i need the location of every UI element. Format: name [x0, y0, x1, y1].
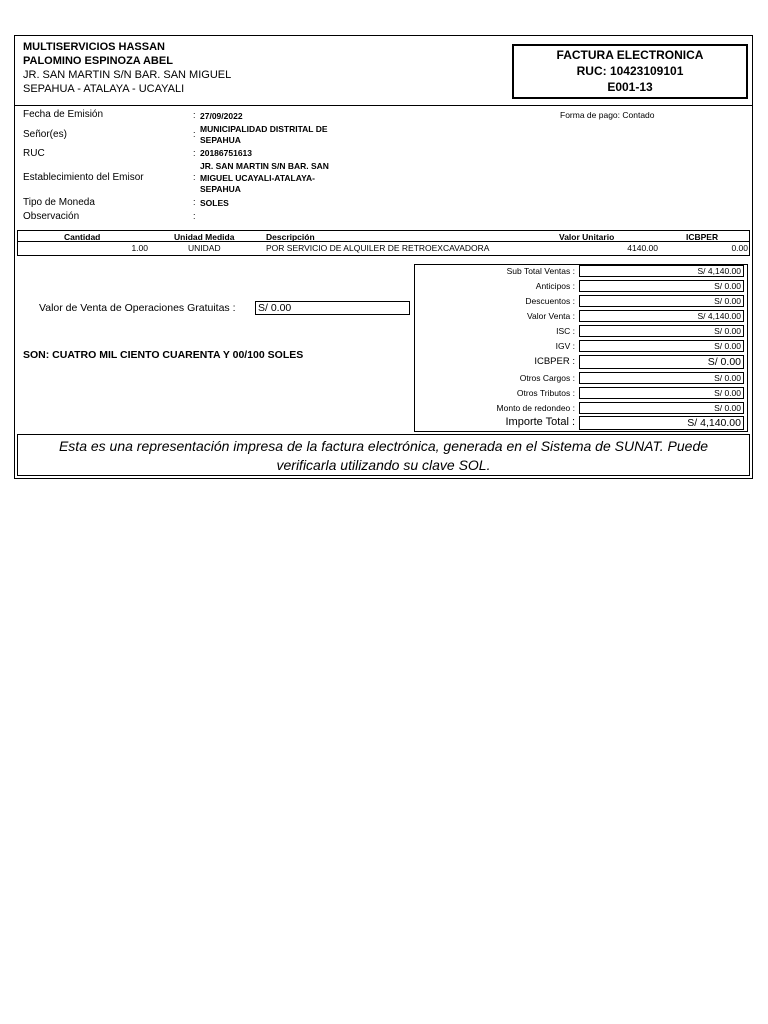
ruc-label: RUC: [23, 148, 45, 159]
colon: :: [193, 110, 196, 120]
establecimiento-line1: JR. SAN MARTIN S/N BAR. SAN: [200, 161, 329, 171]
header-unidad: Unidad Medida: [174, 232, 235, 242]
total-value: S/ 0.00: [579, 280, 744, 292]
total-label: Monto de redondeo :: [496, 403, 575, 413]
total-value: S/ 0.00: [579, 402, 744, 414]
total-value: S/ 4,140.00: [579, 265, 744, 277]
sunat-note-line1: Esta es una representación impresa de la factura electrónica, generada en el Sistema de SUNAT. Puede: [58, 438, 709, 454]
document-ruc: RUC: 10423109101: [576, 64, 684, 78]
total-label: Otros Cargos :: [519, 373, 575, 383]
total-row-subtotal: [415, 265, 747, 279]
forma-pago: Forma de pago: Contado: [560, 110, 655, 120]
fecha-label: Fecha de Emisión: [23, 109, 104, 120]
colon: :: [193, 148, 196, 158]
moneda-value: SOLES: [200, 198, 229, 208]
gratuitas-label: Valor de Venta de Operaciones Gratuitas :: [39, 302, 236, 314]
totals-box: [414, 264, 748, 432]
total-row-otros-tributos: [415, 387, 747, 401]
cell-valor-unitario: 4140.00: [627, 243, 658, 253]
cell-cantidad: 1.00: [131, 243, 148, 253]
cell-descripcion: POR SERVICIO DE ALQUILER DE RETROEXCAVADORA: [266, 243, 490, 253]
sunat-note-line2: verificarla utilizando su clave SOL.: [276, 457, 491, 473]
total-label: Descuentos :: [525, 296, 575, 306]
total-value: S/ 4,140.00: [579, 310, 744, 322]
colon: :: [193, 197, 196, 207]
total-label: Importe Total :: [505, 416, 575, 428]
cell-icbper: 0.00: [731, 243, 748, 253]
colon: :: [193, 211, 196, 221]
issuer-address-line1: JR. SAN MARTIN S/N BAR. SAN MIGUEL: [23, 69, 232, 81]
total-row-otros-cargos: [415, 372, 747, 386]
document-type: FACTURA ELECTRONICA: [556, 48, 704, 62]
senor-value-line1: MUNICIPALIDAD DISTRITAL DE: [200, 124, 328, 134]
total-value: S/ 4,140.00: [579, 416, 744, 430]
total-label: Sub Total Ventas :: [506, 266, 575, 276]
header-icbper: ICBPER: [686, 232, 719, 242]
total-row-redondeo: [415, 402, 747, 416]
table-header-divider: [18, 241, 749, 242]
total-label: Otros Tributos :: [516, 388, 575, 398]
total-value: S/ 0.00: [579, 355, 744, 369]
header-divider: [15, 105, 752, 106]
total-row-valor-venta: [415, 310, 747, 324]
total-label: IGV :: [555, 341, 575, 351]
header-descripcion: Descripción: [266, 232, 315, 242]
senor-value-line2: SEPAHUA: [200, 135, 241, 145]
total-value: S/ 0.00: [579, 387, 744, 399]
amount-in-words: SON: CUATRO MIL CIENTO CUARENTA Y 00/100 SOLES: [23, 349, 304, 361]
document-box: [512, 44, 748, 99]
header-valor-unitario: Valor Unitario: [559, 232, 615, 242]
total-value: S/ 0.00: [579, 340, 744, 352]
issuer-name-line2: PALOMINO ESPINOZA ABEL: [23, 55, 173, 67]
total-value: S/ 0.00: [579, 295, 744, 307]
observacion-label: Observación: [23, 211, 80, 222]
total-row-igv: [415, 340, 747, 354]
cell-unidad: UNIDAD: [188, 243, 221, 253]
senor-label: Señor(es): [23, 129, 67, 140]
issuer-name-line1: MULTISERVICIOS HASSAN: [23, 41, 165, 53]
issuer-address-line2: SEPAHUA - ATALAYA - UCAYALI: [23, 83, 185, 95]
document-number: E001-13: [607, 80, 653, 94]
total-value: S/ 0.00: [579, 325, 744, 337]
establecimiento-label: Establecimiento del Emisor: [23, 172, 144, 183]
total-label: ICBPER :: [534, 356, 575, 367]
total-label: Anticipos :: [535, 281, 575, 291]
invoice: [14, 35, 753, 479]
header-cantidad: Cantidad: [64, 232, 101, 242]
items-table: [17, 230, 750, 256]
colon: :: [193, 129, 196, 139]
establecimiento-line2: MIGUEL UCAYALI-ATALAYA-: [200, 173, 315, 183]
sunat-note: [17, 434, 750, 476]
total-row-descuentos: [415, 295, 747, 309]
colon: :: [193, 172, 196, 182]
establecimiento-line3: SEPAHUA: [200, 184, 241, 194]
gratuitas-value: S/ 0.00: [255, 301, 410, 315]
ruc-value: 20186751613: [200, 148, 253, 158]
total-row-icbper: [415, 355, 747, 369]
total-value: S/ 0.00: [579, 372, 744, 384]
total-row-anticipos: [415, 280, 747, 294]
moneda-label: Tipo de Moneda: [23, 197, 95, 208]
total-row-importe-total: [415, 416, 747, 431]
total-row-isc: [415, 325, 747, 339]
total-label: Valor Venta :: [526, 311, 575, 321]
fecha-value: 27/09/2022: [200, 111, 243, 121]
total-label: ISC :: [556, 326, 575, 336]
